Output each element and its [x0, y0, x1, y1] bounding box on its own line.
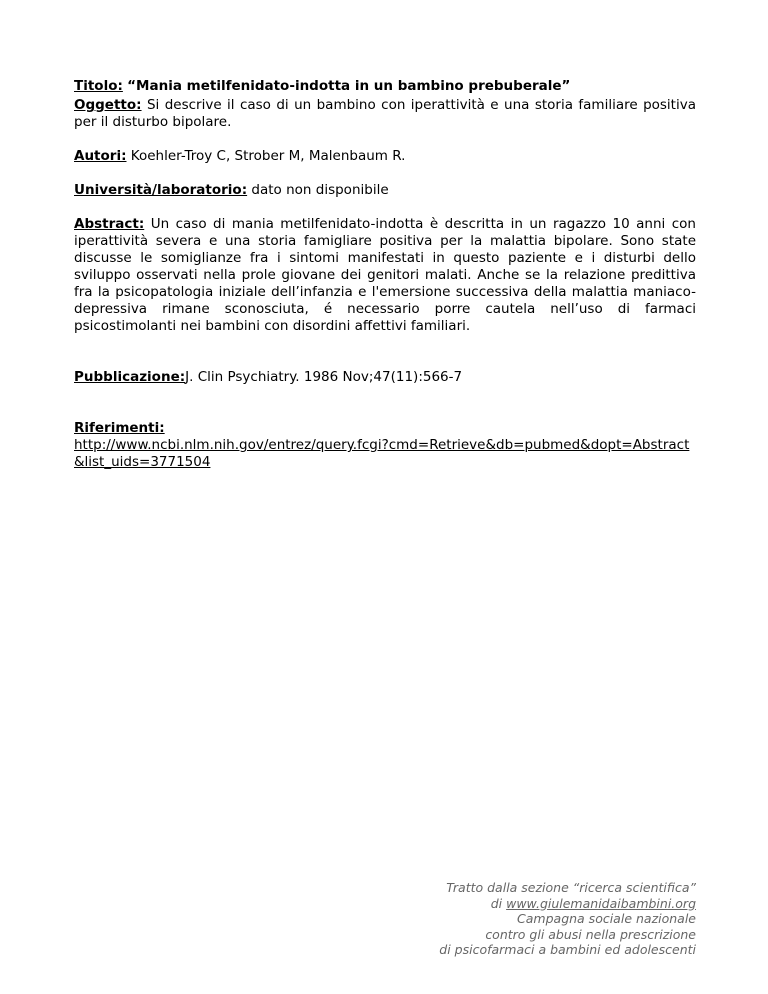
reference-link[interactable]: http://www.ncbi.nlm.nih.gov/entrez/query.fcgi?cmd=Retrieve&db=pubmed&dopt=Abstract&list_uids=3771504 — [74, 437, 690, 470]
footer-line-1: Tratto dalla sezione “ricerca scientifica” — [446, 880, 696, 895]
authors-row — [74, 148, 696, 165]
footer-line-3: Campagna sociale nazionale — [517, 911, 696, 926]
authors-label: Autori: — [74, 148, 127, 164]
subject-row — [74, 97, 696, 131]
subject-label: Oggetto: — [74, 97, 142, 113]
title-text: “Mania metilfenidato-indotta in un bambino prebuberale” — [127, 78, 571, 94]
publication-label: Pubblicazione: — [74, 369, 186, 385]
abstract-row — [74, 216, 696, 335]
document-body — [74, 78, 696, 471]
footer-credits — [439, 880, 696, 958]
title-row — [74, 78, 696, 95]
references-row — [74, 420, 696, 471]
references-label: Riferimenti: — [74, 420, 165, 436]
authors-text: Koehler-Troy C, Strober M, Malenbaum R. — [130, 148, 406, 164]
university-text: dato non disponibile — [251, 182, 389, 198]
footer-line-2-prefix: di — [490, 895, 507, 911]
abstract-text: Un caso di mania metilfenidato-indotta è descritta in un ragazzo 10 anni con iperattività severa e una storia famigliare positiva per la malattia bipolare. Sono state discusse le somiglianze fra i sintomi manifestati in questo paziente e i disturbi dello sviluppo osservati nella prole giovane dei genitori malati. Anche se la relazione predittiva fra la psicopatologia iniziale dell’infanzia e l'emersione successiva della malattia maniaco-depressiva rimane sconosciuta, é necessario porre cautela nell’uso di farmaci psicostimolanti nei bambini con disordini affettivi familiari. — [74, 216, 696, 334]
footer-site-link[interactable]: www.giulemanidaibambini.org — [506, 895, 696, 911]
university-row — [74, 182, 696, 199]
subject-text: Si descrive il caso di un bambino con iperattività e una storia familiare positiva per il disturbo bipolare. — [74, 97, 696, 130]
publication-text: J. Clin Psychiatry. 1986 Nov;47(11):566-7 — [185, 369, 463, 385]
footer-line-2 — [439, 896, 696, 912]
footer-line-4: contro gli abusi nella prescrizione — [485, 926, 696, 942]
publication-row — [74, 369, 696, 386]
university-label: Università/laboratorio: — [74, 182, 248, 198]
footer-line-5: di psicofarmaci a bambini ed adolescenti — [439, 942, 696, 957]
abstract-label: Abstract: — [74, 216, 145, 232]
title-label: Titolo: — [74, 78, 123, 94]
